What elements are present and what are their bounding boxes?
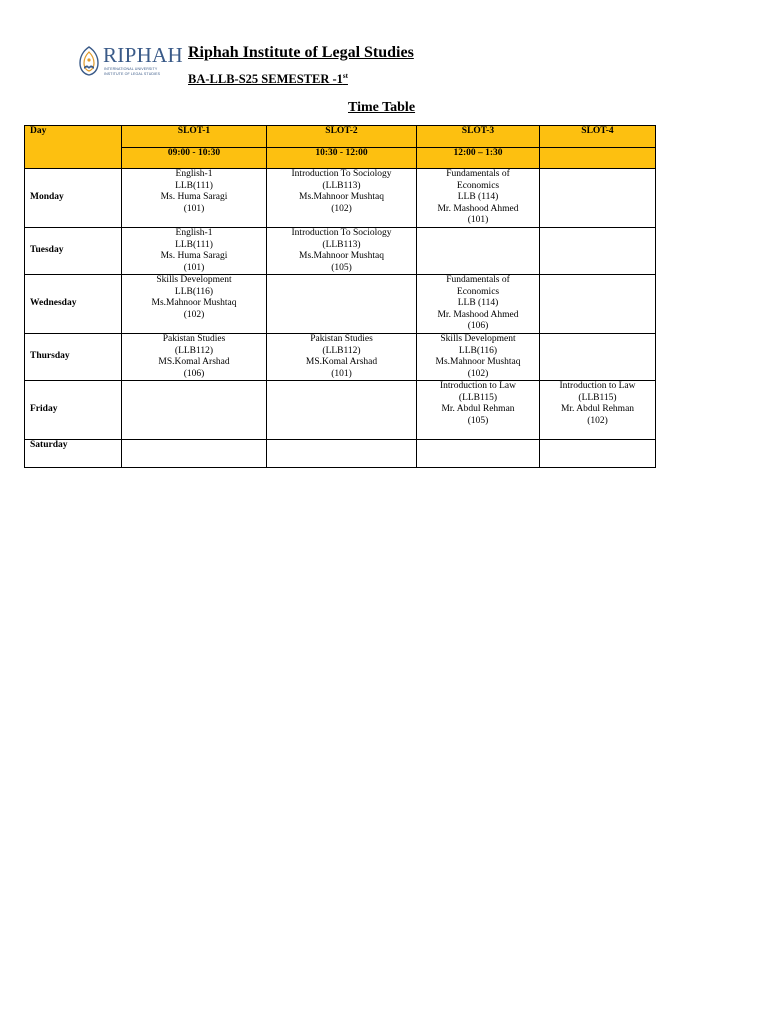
class-line: Introduction To Sociology bbox=[291, 228, 392, 238]
class-cell bbox=[540, 440, 656, 468]
class-line: Ms.Mahnoor Mushtaq bbox=[435, 357, 521, 367]
class-line: Mr. Mashood Ahmed bbox=[437, 309, 519, 320]
riphah-emblem-icon bbox=[77, 45, 101, 77]
class-cell bbox=[122, 228, 267, 275]
day-label: Monday bbox=[25, 169, 122, 228]
class-line: Economics bbox=[456, 180, 500, 191]
class-cell bbox=[540, 169, 656, 228]
class-line: Pakistan Studies bbox=[310, 334, 373, 344]
class-line: Skills Development bbox=[440, 334, 516, 344]
class-line: Mr. Abdul Rehman bbox=[441, 404, 515, 414]
class-line: (LLB113) bbox=[322, 180, 361, 191]
class-cell bbox=[122, 381, 267, 440]
class-cell bbox=[267, 381, 417, 440]
slot-header: SLOT-1 bbox=[122, 126, 267, 148]
class-line: English-1 bbox=[175, 169, 213, 179]
class-line: LLB(116) bbox=[174, 286, 214, 297]
class-line: Economics bbox=[456, 286, 500, 297]
class-line: LLB(111) bbox=[175, 239, 213, 250]
day-label: Saturday bbox=[25, 440, 122, 468]
class-line: (102) bbox=[183, 309, 205, 320]
semester-title bbox=[188, 72, 348, 87]
class-line: (101) bbox=[183, 262, 205, 273]
class-line: (102) bbox=[467, 368, 489, 379]
class-cell bbox=[417, 228, 540, 275]
class-line: (LLB112) bbox=[322, 345, 361, 356]
class-cell bbox=[417, 275, 540, 334]
class-cell bbox=[417, 169, 540, 228]
logo-subtitle-2: INSTITUTE OF LEGAL STUDIES bbox=[104, 71, 161, 76]
class-cell bbox=[267, 169, 417, 228]
class-cell bbox=[267, 228, 417, 275]
class-line: Fundamentals of bbox=[446, 275, 510, 285]
table-row bbox=[25, 334, 656, 381]
class-line: Mr. Mashood Ahmed bbox=[437, 203, 519, 214]
class-line: Introduction to Law bbox=[559, 381, 636, 391]
class-line: LLB (114) bbox=[457, 192, 499, 202]
class-line: (102) bbox=[587, 415, 608, 426]
semester-text: BA-LLB-S25 SEMESTER -1 bbox=[188, 72, 343, 87]
day-label: Tuesday bbox=[25, 228, 122, 275]
class-line: Introduction to Law bbox=[440, 381, 516, 391]
slot-time: 12:00 – 1:30 bbox=[417, 148, 540, 169]
day-header: Day bbox=[25, 126, 122, 169]
class-line: (LLB115) bbox=[578, 392, 617, 403]
class-line: (106) bbox=[467, 321, 489, 331]
class-line: MS.Komal Arshad bbox=[158, 357, 230, 367]
class-line: Mr. Abdul Rehman bbox=[560, 404, 635, 414]
class-cell bbox=[122, 334, 267, 381]
table-row bbox=[25, 381, 656, 440]
timetable-title: Time Table bbox=[348, 100, 416, 115]
class-cell bbox=[122, 169, 267, 228]
class-cell bbox=[540, 381, 656, 440]
class-cell bbox=[417, 440, 540, 468]
class-cell bbox=[540, 228, 656, 275]
class-line: MS.Komal Arshad bbox=[305, 357, 378, 367]
class-cell bbox=[417, 334, 540, 381]
slot-header: SLOT-4 bbox=[540, 126, 656, 148]
class-cell bbox=[267, 440, 417, 468]
logo-wordmark: RIPHAH bbox=[103, 43, 183, 67]
class-line: (106) bbox=[183, 368, 205, 379]
class-line: (LLB113) bbox=[322, 239, 361, 250]
table-row bbox=[25, 228, 656, 275]
class-line: Ms.Mahnoor Mushtaq bbox=[299, 192, 384, 202]
class-line: English-1 bbox=[175, 228, 213, 238]
class-line: (105) bbox=[467, 415, 489, 426]
class-line: Ms. Huma Saragi bbox=[160, 251, 228, 261]
class-line: LLB(111) bbox=[175, 180, 213, 191]
logo-subtitle-1: INTERNATIONAL UNIVERSITY bbox=[104, 67, 158, 71]
class-line: (LLB112) bbox=[174, 345, 214, 356]
class-line: (101) bbox=[331, 368, 352, 379]
class-line: Ms.Mahnoor Mushtaq bbox=[299, 251, 384, 261]
day-label: Friday bbox=[25, 381, 122, 440]
class-line: Ms. Huma Saragi bbox=[160, 192, 228, 202]
class-cell bbox=[417, 381, 540, 440]
class-cell bbox=[267, 275, 417, 334]
class-line: LLB(116) bbox=[458, 345, 498, 356]
class-line: Pakistan Studies bbox=[162, 334, 226, 344]
slot-header: SLOT-3 bbox=[417, 126, 540, 148]
class-cell bbox=[122, 440, 267, 468]
slot-time: 09:00 - 10:30 bbox=[122, 148, 267, 169]
class-line: (102) bbox=[331, 203, 352, 214]
class-line: Skills Development bbox=[156, 275, 232, 285]
slot-header-row bbox=[25, 126, 656, 148]
class-line: (101) bbox=[183, 203, 205, 214]
class-line: (105) bbox=[331, 262, 352, 273]
semester-sup: st bbox=[342, 72, 348, 80]
slot-time: 10:30 - 12:00 bbox=[267, 148, 417, 169]
class-line: (LLB115) bbox=[458, 392, 498, 403]
class-line: (101) bbox=[467, 215, 489, 225]
class-line: Ms.Mahnoor Mushtaq bbox=[151, 298, 237, 308]
class-cell bbox=[540, 275, 656, 334]
table-row bbox=[25, 275, 656, 334]
institute-title: Riphah Institute of Legal Studies bbox=[188, 44, 414, 61]
class-line: LLB (114) bbox=[457, 298, 499, 308]
timetable bbox=[24, 125, 656, 468]
slot-header: SLOT-2 bbox=[267, 126, 417, 148]
class-cell bbox=[122, 275, 267, 334]
riphah-logo bbox=[77, 44, 181, 78]
class-line: Fundamentals of bbox=[446, 169, 510, 179]
class-line: Introduction To Sociology bbox=[291, 169, 392, 179]
day-label: Thursday bbox=[25, 334, 122, 381]
slot-time bbox=[540, 148, 656, 169]
table-row bbox=[25, 169, 656, 228]
class-cell bbox=[267, 334, 417, 381]
table-row bbox=[25, 440, 656, 468]
day-label: Wednesday bbox=[25, 275, 122, 334]
class-cell bbox=[540, 334, 656, 381]
